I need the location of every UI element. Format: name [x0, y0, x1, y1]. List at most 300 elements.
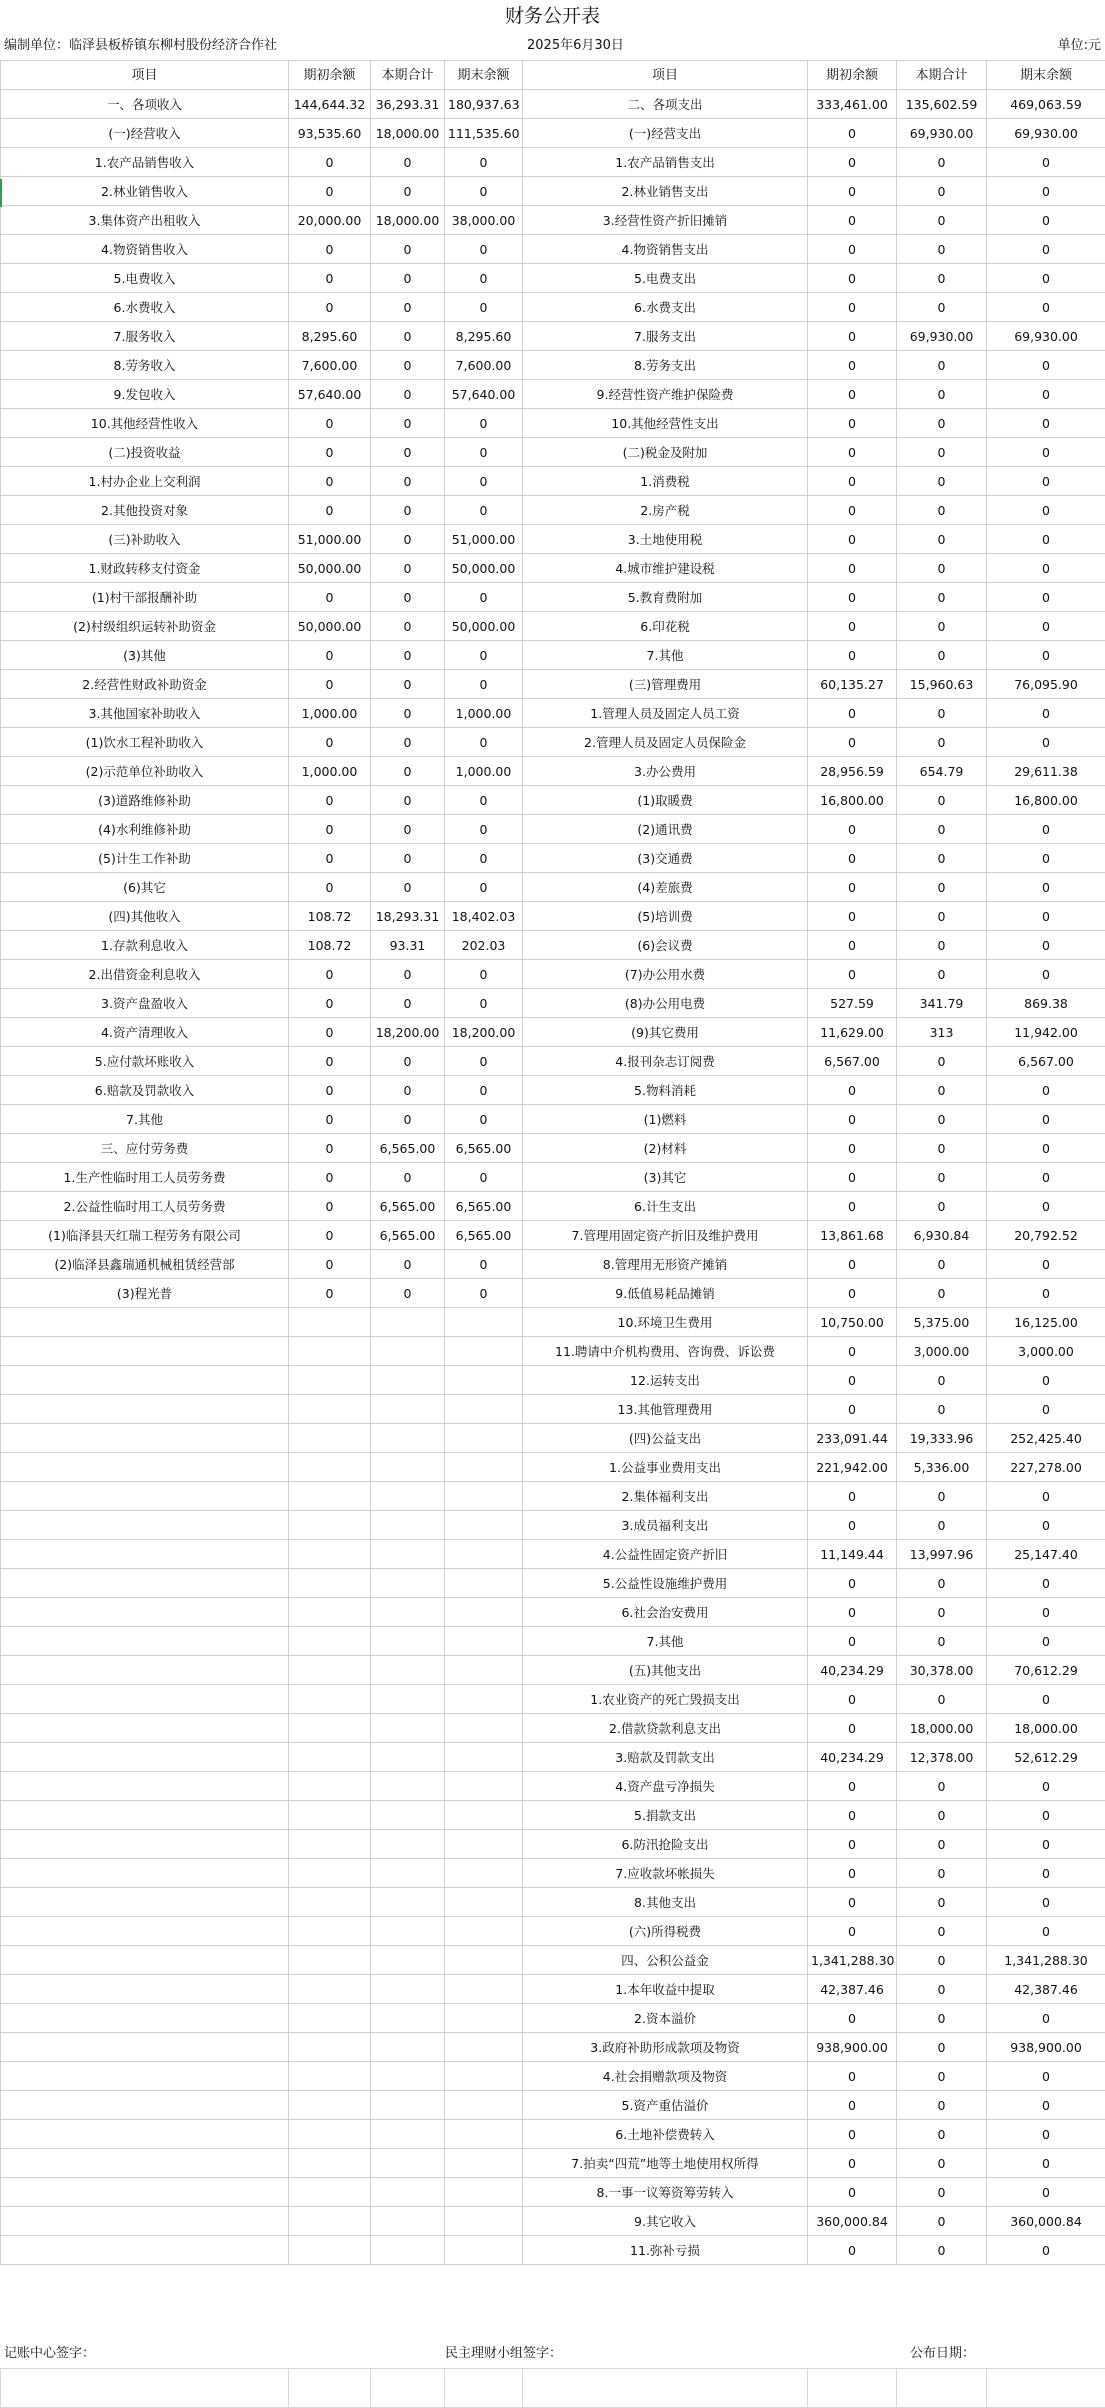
- amount-cell: 108.72: [289, 902, 371, 931]
- amount-cell: 0: [897, 1076, 987, 1105]
- amount-cell: 6,565.00: [445, 1221, 523, 1250]
- amount-cell: [371, 2062, 445, 2091]
- income-item-cell: 2.公益性临时用工人员劳务费: [1, 1192, 289, 1221]
- amount-cell: 0: [897, 728, 987, 757]
- income-item-cell: 6.赔款及罚款收入: [1, 1076, 289, 1105]
- expense-item-cell: (1)燃料: [523, 1105, 808, 1134]
- amount-cell: [445, 2120, 523, 2149]
- amount-cell: 0: [445, 641, 523, 670]
- amount-cell: 0: [445, 264, 523, 293]
- income-item-cell: (3)道路维修补助: [1, 786, 289, 815]
- amount-cell: 0: [808, 409, 897, 438]
- income-item-cell: (2)村级组织运转补助资金: [1, 612, 289, 641]
- expense-item-cell: (3)交通费: [523, 844, 808, 873]
- income-item-cell: (二)投资收益: [1, 438, 289, 467]
- amount-cell: 0: [808, 2004, 897, 2033]
- amount-cell: 0: [808, 1627, 897, 1656]
- amount-cell: 0: [371, 322, 445, 351]
- amount-cell: 0: [987, 148, 1105, 177]
- amount-cell: [289, 1482, 371, 1511]
- amount-cell: 0: [445, 467, 523, 496]
- amount-cell: 0: [808, 931, 897, 960]
- amount-cell: 0: [987, 1250, 1105, 1279]
- table-row: [1, 1105, 1105, 1134]
- table-row: [1, 235, 1105, 264]
- expense-item-cell: 11.聘请中介机构费用、咨询费、诉讼费: [523, 1337, 808, 1366]
- amount-cell: 0: [808, 1859, 897, 1888]
- amount-cell: [289, 1598, 371, 1627]
- table-row: [1, 1917, 1105, 1946]
- amount-cell: 0: [987, 525, 1105, 554]
- expense-item-cell: 5.教育费附加: [523, 583, 808, 612]
- amount-cell: 51,000.00: [289, 525, 371, 554]
- expense-item-cell: (一)经营支出: [523, 119, 808, 148]
- amount-cell: 0: [289, 815, 371, 844]
- income-item-cell: [1, 1366, 289, 1395]
- amount-cell: 10,750.00: [808, 1308, 897, 1337]
- amount-cell: [289, 1946, 371, 1975]
- amount-cell: [289, 1714, 371, 1743]
- amount-cell: [371, 1482, 445, 1511]
- amount-cell: 0: [987, 960, 1105, 989]
- financial-table: [0, 60, 1105, 2265]
- amount-cell: [371, 1743, 445, 1772]
- expense-item-cell: 6.社会治安费用: [523, 1598, 808, 1627]
- amount-cell: [289, 1366, 371, 1395]
- amount-cell: [445, 1337, 523, 1366]
- amount-cell: 0: [987, 1917, 1105, 1946]
- blank-cell: [371, 2369, 445, 2408]
- table-row: [1, 1308, 1105, 1337]
- amount-cell: 0: [289, 641, 371, 670]
- amount-cell: 0: [987, 293, 1105, 322]
- blank-cell: [289, 2369, 371, 2408]
- amount-cell: [445, 1772, 523, 1801]
- table-row: [1, 1395, 1105, 1424]
- amount-cell: [289, 1801, 371, 1830]
- amount-cell: 7,600.00: [289, 351, 371, 380]
- amount-cell: 0: [897, 1888, 987, 1917]
- expense-item-cell: 11.弥补亏损: [523, 2236, 808, 2265]
- amount-cell: 0: [987, 554, 1105, 583]
- table-row: [1, 612, 1105, 641]
- amount-cell: 8,295.60: [445, 322, 523, 351]
- amount-cell: 0: [371, 815, 445, 844]
- income-item-cell: [1, 2207, 289, 2236]
- amount-cell: 0: [987, 612, 1105, 641]
- amount-cell: 0: [897, 1598, 987, 1627]
- amount-cell: 0: [808, 1714, 897, 1743]
- amount-cell: 0: [289, 148, 371, 177]
- amount-cell: 0: [289, 409, 371, 438]
- amount-cell: [289, 1540, 371, 1569]
- expense-item-cell: 7.其他: [523, 641, 808, 670]
- amount-cell: [445, 2149, 523, 2178]
- amount-cell: 11,149.44: [808, 1540, 897, 1569]
- amount-cell: 0: [445, 1076, 523, 1105]
- amount-cell: 469,063.59: [987, 90, 1105, 119]
- expense-item-cell: 2.管理人员及固定人员保险金: [523, 728, 808, 757]
- amount-cell: 0: [987, 467, 1105, 496]
- amount-cell: [445, 1975, 523, 2004]
- expense-item-cell: (三)管理费用: [523, 670, 808, 699]
- expense-item-cell: 5.物料消耗: [523, 1076, 808, 1105]
- amount-cell: [371, 1975, 445, 2004]
- amount-cell: 0: [808, 380, 897, 409]
- amount-cell: 3,000.00: [897, 1337, 987, 1366]
- expense-item-cell: (2)材料: [523, 1134, 808, 1163]
- expense-item-cell: 7.其他: [523, 1627, 808, 1656]
- amount-cell: [289, 1743, 371, 1772]
- amount-cell: 0: [445, 815, 523, 844]
- amount-cell: 40,234.29: [808, 1743, 897, 1772]
- amount-cell: [445, 2207, 523, 2236]
- amount-cell: 0: [987, 351, 1105, 380]
- amount-cell: 0: [987, 1801, 1105, 1830]
- amount-cell: 28,956.59: [808, 757, 897, 786]
- income-item-cell: 3.集体资产出租收入: [1, 206, 289, 235]
- amount-cell: 0: [445, 960, 523, 989]
- table-row: [1, 2178, 1105, 2207]
- amount-cell: [445, 1743, 523, 1772]
- amount-cell: 0: [445, 496, 523, 525]
- amount-cell: 0: [808, 815, 897, 844]
- amount-cell: 0: [987, 2149, 1105, 2178]
- amount-cell: 0: [897, 1482, 987, 1511]
- amount-cell: [371, 2120, 445, 2149]
- table-row: [1, 1366, 1105, 1395]
- amount-cell: [289, 1830, 371, 1859]
- expense-item-cell: (五)其他支出: [523, 1656, 808, 1685]
- amount-cell: 6,567.00: [987, 1047, 1105, 1076]
- expense-item-cell: 2.集体福利支出: [523, 1482, 808, 1511]
- amount-cell: 0: [987, 1598, 1105, 1627]
- table-row: [1, 960, 1105, 989]
- amount-cell: 0: [445, 1105, 523, 1134]
- amount-cell: [445, 1598, 523, 1627]
- amount-cell: 0: [289, 438, 371, 467]
- amount-cell: 0: [445, 844, 523, 873]
- amount-cell: 13,861.68: [808, 1221, 897, 1250]
- amount-cell: 0: [289, 960, 371, 989]
- amount-cell: 0: [808, 148, 897, 177]
- amount-cell: 654.79: [897, 757, 987, 786]
- table-row: [1, 1279, 1105, 1308]
- amount-cell: 0: [987, 177, 1105, 206]
- amount-cell: 0: [371, 293, 445, 322]
- amount-cell: [371, 1772, 445, 1801]
- amount-cell: [445, 1801, 523, 1830]
- expense-item-cell: 5.电费支出: [523, 264, 808, 293]
- income-item-cell: [1, 1482, 289, 1511]
- amount-cell: 0: [897, 960, 987, 989]
- amount-cell: 202.03: [445, 931, 523, 960]
- income-item-cell: (3)其他: [1, 641, 289, 670]
- amount-cell: 5,375.00: [897, 1308, 987, 1337]
- amount-cell: 93.31: [371, 931, 445, 960]
- bookkeeping-signature-label: 记账中心签字：: [4, 2342, 95, 2366]
- amount-cell: 0: [987, 1888, 1105, 1917]
- table-row: [1, 1801, 1105, 1830]
- amount-cell: [289, 1975, 371, 2004]
- income-item-cell: [1, 2033, 289, 2062]
- amount-cell: 0: [445, 873, 523, 902]
- table-row: [1, 989, 1105, 1018]
- amount-cell: [445, 2236, 523, 2265]
- amount-cell: 0: [289, 1076, 371, 1105]
- amount-cell: 938,900.00: [808, 2033, 897, 2062]
- amount-cell: [445, 1482, 523, 1511]
- cell-selection-marker: [0, 179, 2, 207]
- publish-date-label: 公布日期：: [910, 2342, 975, 2366]
- amount-cell: [289, 2062, 371, 2091]
- amount-cell: 0: [289, 844, 371, 873]
- table-row: [1, 1830, 1105, 1859]
- amount-cell: 0: [897, 1395, 987, 1424]
- income-item-cell: [1, 1772, 289, 1801]
- amount-cell: 0: [897, 438, 987, 467]
- amount-cell: [289, 1569, 371, 1598]
- expense-item-cell: (2)通讯费: [523, 815, 808, 844]
- table-row: [1, 1627, 1105, 1656]
- amount-cell: [371, 1627, 445, 1656]
- table-row: [1, 1598, 1105, 1627]
- amount-cell: 0: [987, 1192, 1105, 1221]
- amount-cell: 0: [987, 641, 1105, 670]
- income-item-cell: 6.水费收入: [1, 293, 289, 322]
- income-item-cell: (一)经营收入: [1, 119, 289, 148]
- amount-cell: 0: [445, 438, 523, 467]
- amount-cell: 233,091.44: [808, 1424, 897, 1453]
- amount-cell: 0: [987, 902, 1105, 931]
- amount-cell: 0: [808, 293, 897, 322]
- amount-cell: 16,800.00: [987, 786, 1105, 815]
- expense-item-cell: 4.资产盘亏净损失: [523, 1772, 808, 1801]
- amount-cell: [371, 1453, 445, 1482]
- amount-cell: 180,937.63: [445, 90, 523, 119]
- amount-cell: 11,629.00: [808, 1018, 897, 1047]
- amount-cell: 0: [808, 1395, 897, 1424]
- amount-cell: [371, 1859, 445, 1888]
- amount-cell: [445, 1424, 523, 1453]
- amount-cell: 0: [897, 293, 987, 322]
- amount-cell: 6,565.00: [445, 1134, 523, 1163]
- amount-cell: 0: [987, 2062, 1105, 2091]
- amount-cell: 0: [987, 438, 1105, 467]
- amount-cell: [289, 1888, 371, 1917]
- income-item-cell: [1, 2236, 289, 2265]
- expense-item-cell: 2.借款贷款利息支出: [523, 1714, 808, 1743]
- income-item-cell: [1, 1337, 289, 1366]
- amount-cell: 1,000.00: [445, 699, 523, 728]
- expense-item-cell: (四)公益支出: [523, 1424, 808, 1453]
- amount-cell: 0: [897, 2033, 987, 2062]
- table-row: [1, 873, 1105, 902]
- expense-item-cell: 8.一事一议筹资筹劳转入: [523, 2178, 808, 2207]
- amount-cell: 20,000.00: [289, 206, 371, 235]
- amount-cell: 16,800.00: [808, 786, 897, 815]
- amount-cell: 0: [987, 1134, 1105, 1163]
- amount-cell: 0: [808, 496, 897, 525]
- amount-cell: [371, 2236, 445, 2265]
- amount-cell: 0: [897, 409, 987, 438]
- amount-cell: 0: [289, 1018, 371, 1047]
- amount-cell: [445, 2004, 523, 2033]
- amount-cell: 60,135.27: [808, 670, 897, 699]
- amount-cell: 0: [987, 1627, 1105, 1656]
- expense-item-cell: 12.运转支出: [523, 1366, 808, 1395]
- amount-cell: 18,000.00: [371, 119, 445, 148]
- amount-cell: 0: [445, 583, 523, 612]
- expense-item-cell: 8.管理用无形资产摊销: [523, 1250, 808, 1279]
- blank-cell: [445, 2369, 523, 2408]
- amount-cell: 6,930.84: [897, 1221, 987, 1250]
- income-item-cell: 2.经营性财政补助资金: [1, 670, 289, 699]
- amount-cell: [371, 1946, 445, 1975]
- amount-cell: 0: [371, 583, 445, 612]
- amount-cell: [445, 2033, 523, 2062]
- amount-cell: 0: [371, 467, 445, 496]
- income-item-cell: 1.农产品销售收入: [1, 148, 289, 177]
- income-item-cell: [1, 1569, 289, 1598]
- amount-cell: [289, 2207, 371, 2236]
- income-item-cell: [1, 1714, 289, 1743]
- expense-item-cell: 4.城市维护建设税: [523, 554, 808, 583]
- expense-item-cell: 3.办公费用: [523, 757, 808, 786]
- income-item-cell: [1, 1395, 289, 1424]
- expense-item-cell: 9.其它收入: [523, 2207, 808, 2236]
- currency-unit: 单位:元: [1058, 32, 1101, 60]
- amount-cell: 0: [987, 931, 1105, 960]
- amount-cell: 0: [897, 1801, 987, 1830]
- amount-cell: [371, 2091, 445, 2120]
- amount-cell: 0: [808, 1366, 897, 1395]
- amount-cell: 30,378.00: [897, 1656, 987, 1685]
- amount-cell: 144,644.32: [289, 90, 371, 119]
- amount-cell: 0: [808, 1801, 897, 1830]
- amount-cell: 0: [289, 496, 371, 525]
- amount-cell: 0: [445, 409, 523, 438]
- amount-cell: 0: [987, 496, 1105, 525]
- amount-cell: 0: [808, 206, 897, 235]
- report-date: 2025年6月30日: [527, 32, 624, 60]
- income-item-cell: [1, 2091, 289, 2120]
- income-item-cell: (6)其它: [1, 873, 289, 902]
- amount-cell: 0: [808, 1250, 897, 1279]
- amount-cell: 0: [808, 873, 897, 902]
- amount-cell: 0: [371, 641, 445, 670]
- amount-cell: 0: [897, 1830, 987, 1859]
- amount-cell: [371, 1801, 445, 1830]
- amount-cell: [289, 1772, 371, 1801]
- amount-cell: [445, 1656, 523, 1685]
- expense-item-cell: 10.环境卫生费用: [523, 1308, 808, 1337]
- amount-cell: 0: [897, 902, 987, 931]
- amount-cell: 0: [289, 989, 371, 1018]
- amount-cell: 0: [289, 264, 371, 293]
- amount-cell: 0: [808, 1482, 897, 1511]
- amount-cell: 0: [808, 2178, 897, 2207]
- expense-item-cell: (4)差旅费: [523, 873, 808, 902]
- amount-cell: [445, 1830, 523, 1859]
- amount-cell: 0: [897, 1511, 987, 1540]
- amount-cell: [371, 1656, 445, 1685]
- amount-cell: 18,402.03: [445, 902, 523, 931]
- table-row: [1, 931, 1105, 960]
- amount-cell: 0: [371, 380, 445, 409]
- table-row: [1, 1714, 1105, 1743]
- expense-item-cell: 1.管理人员及固定人员工资: [523, 699, 808, 728]
- amount-cell: 527.59: [808, 989, 897, 1018]
- table-row: [1, 148, 1105, 177]
- amount-cell: 0: [987, 235, 1105, 264]
- amount-cell: 0: [987, 1511, 1105, 1540]
- amount-cell: 0: [987, 2004, 1105, 2033]
- expense-item-cell: 6.印花税: [523, 612, 808, 641]
- amount-cell: 0: [371, 1250, 445, 1279]
- table-header-row: [1, 61, 1105, 90]
- amount-cell: 50,000.00: [445, 612, 523, 641]
- income-item-cell: [1, 1453, 289, 1482]
- table-row: [1, 293, 1105, 322]
- amount-cell: 0: [808, 438, 897, 467]
- amount-cell: 69,930.00: [987, 322, 1105, 351]
- amount-cell: 108.72: [289, 931, 371, 960]
- amount-cell: [371, 1337, 445, 1366]
- amount-cell: [371, 1917, 445, 1946]
- table-row: [1, 2120, 1105, 2149]
- amount-cell: 0: [897, 351, 987, 380]
- income-item-cell: [1, 1743, 289, 1772]
- income-item-cell: (3)程光普: [1, 1279, 289, 1308]
- amount-cell: 0: [987, 1366, 1105, 1395]
- amount-cell: 0: [289, 1134, 371, 1163]
- amount-cell: 0: [897, 2120, 987, 2149]
- amount-cell: [371, 1830, 445, 1859]
- expense-item-cell: 四、公积公益金: [523, 1946, 808, 1975]
- income-item-cell: 4.物资销售收入: [1, 235, 289, 264]
- amount-cell: 0: [371, 525, 445, 554]
- amount-cell: 0: [808, 1685, 897, 1714]
- expense-item-cell: 3.政府补助形成款项及物资: [523, 2033, 808, 2062]
- amount-cell: [289, 2236, 371, 2265]
- amount-cell: 50,000.00: [289, 612, 371, 641]
- income-item-cell: 9.发包收入: [1, 380, 289, 409]
- amount-cell: [445, 2062, 523, 2091]
- amount-cell: [289, 1685, 371, 1714]
- table-row: [1, 438, 1105, 467]
- amount-cell: 135,602.59: [897, 90, 987, 119]
- expense-item-cell: 8.其他支出: [523, 1888, 808, 1917]
- amount-cell: 0: [371, 1047, 445, 1076]
- amount-cell: 1,341,288.30: [987, 1946, 1105, 1975]
- amount-cell: [371, 1540, 445, 1569]
- amount-cell: [445, 2091, 523, 2120]
- amount-cell: [289, 2004, 371, 2033]
- amount-cell: [371, 1395, 445, 1424]
- amount-cell: 0: [289, 873, 371, 902]
- amount-cell: 0: [808, 1337, 897, 1366]
- amount-cell: 50,000.00: [445, 554, 523, 583]
- amount-cell: 0: [371, 844, 445, 873]
- income-item-cell: [1, 1656, 289, 1685]
- amount-cell: 0: [897, 931, 987, 960]
- income-item-cell: [1, 1540, 289, 1569]
- table-row: [1, 1134, 1105, 1163]
- expense-item-cell: 2.房产税: [523, 496, 808, 525]
- amount-cell: 0: [371, 235, 445, 264]
- amount-cell: 0: [371, 1076, 445, 1105]
